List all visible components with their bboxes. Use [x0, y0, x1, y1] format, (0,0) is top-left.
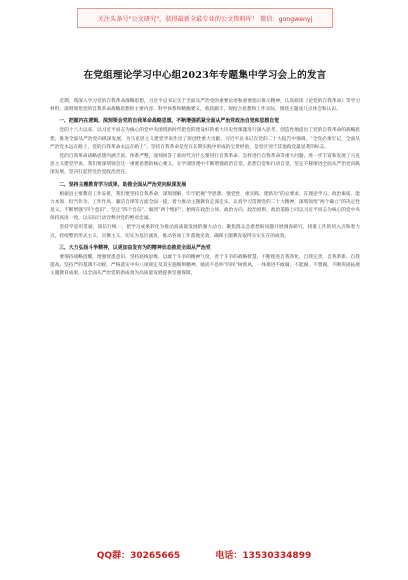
footer-phone: 电话：13530334899	[215, 551, 312, 561]
section-1-paragraph-1: 党的十八大以来，以习近平同志为核心的党中央围绕新时代把党的建设好的重大历史性课题进行深入思考，创造性地提出了党的自我革命的战略思想，推进全面从严治党向纵深发展，为马克思主义建党学说作出了原创性重大贡献。习近平总书记在党的二十大报告中强调，“全党必须牢记，全面从严治党永远在路上，党的自我革命永远在路上”。坚持自我革命是党在长期实践中形成的宝贵经验，是党区别于其他政党最显著的标志。	[50, 128, 360, 150]
document-body	[50, 98, 360, 538]
section-3-paragraph-1: 要保持战略清醒，增强忧患意识，坚持底线思维，以敢于斗争的精神气度、善于斗争的战略智慧，不断推进自我净化、自我完善、自我革新、自我提高。坚持严的基调不动摇，严格落实中央八项规定及其实施细则精神，驰而不息纠“四风”树新风，一体推进不敢腐、不能腐、不想腐，不断巩固拓展主题教育成果，以全面从严治党的新成效为高质量发展提供坚强保障。	[50, 254, 360, 277]
section-heading-2: 二、坚持主题教育学习成果，助推全面从严治党向纵深发展	[59, 181, 187, 188]
section-2-paragraph-2: 坚持学思用贯通、知信行统一，把学习成果转化为推动高质量发展的强大动力，聚焦群众急难愁盼问题开展调查研究，找准工作的切入点和着力点，持续整治形式主义、官僚主义，切实为基层减负，推动各项工作落地见效，确保主题教育取得实实在在的成效。	[50, 225, 360, 239]
footer-qq-group: QQ群：30265665	[96, 551, 181, 561]
section-1-paragraph-2: 党的自我革命战略思想内涵丰富、体系严整，深刻回答了新时代为什么要进行自我革命、怎样进行自我革命等重大问题，进一步丰富和发展了马克思主义建党学说。我们要深刻领会这一重要思想的核心要义，在学深悟透中不断增强政治自觉、思想自觉和行动自觉，坚定不移推进全面从严治党向纵深发展，坚决扛起管党治党政治责任。	[50, 154, 360, 176]
section-heading-3: 三、大力弘扬斗争精神，以更加奋发有为的精神状态推进全面从严治党	[59, 244, 211, 251]
section-2-paragraph-1: 根据县主要教育工作安排，我们要坚持自我革命，深刻理解，牢牢把握“学思想、强党性、重实践、建新功”的总要求，在理论学习、政治素质、能力本领、担当作为、工作作风、廉洁自律等方面全面一提，着力推动主题教育走深走实。认真学习贯彻党的二十大精神，深刻领悟“两个确立”的决定性意义，不断增强“四个意识”、坚定“四个自信”、做到“两个维护”，始终在政治立场、政治方向、政治原则、政治道路上同以习近平同志为核心的党中央保持高度一致，以实际行动诠释对党的绝对忠诚。	[50, 191, 360, 222]
promo-banner: 关注头条号"公文研究"，获得最新全最专业的公文资料库！ 微信：gongwenyj	[77, 8, 333, 28]
contact-footer	[0, 548, 408, 561]
section-heading-1: 一、把握内在逻辑，深刻领会党的自我革命战略思想，不断增强抓紧全面从严治党政治自觉和思想自觉	[59, 118, 280, 125]
intro-paragraph: 近期，我深入学习党的自我革命战略思想，习近平总书记关于全面从严治党的重要论述和重要指示批示精神，认真研读《论党的自我革命》等学习材料，深刻领悟党的自我革命战略思想的主要内容、科学体系和精髓要义，收获颇丰，现结合思想和工作实际，围绕主题谈几点体会和认识。	[50, 99, 360, 113]
document-title: 在党组理论学习中心组2023年专题集中学习会上的发言	[83, 70, 327, 81]
